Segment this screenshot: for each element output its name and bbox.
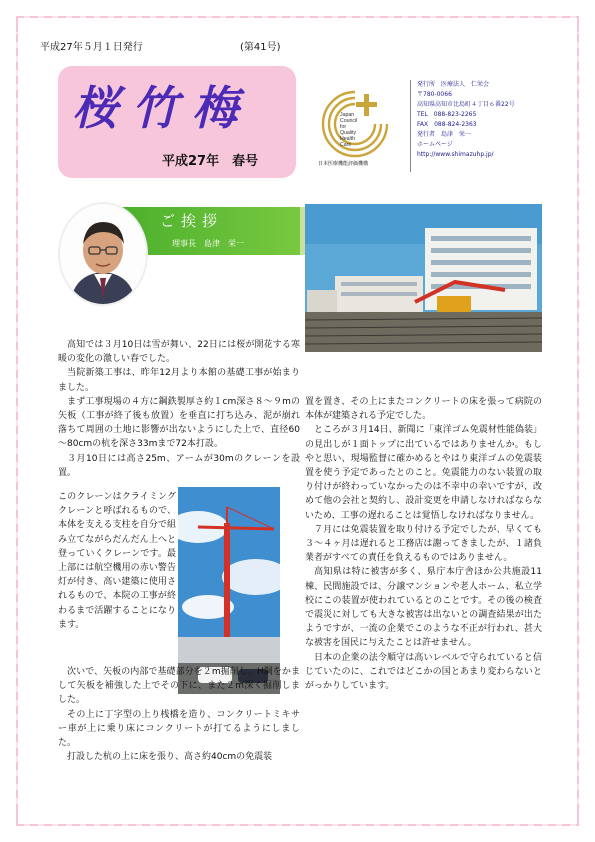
article-paragraph: 打設した杭の上に床を張り、高さ約40cmの免震装 (67, 752, 273, 763)
publisher-line: 発行者 島津 栄一 (417, 131, 472, 138)
construction-site-photo (305, 204, 542, 352)
article-paragraph: ところが３月14日、新聞に「東洋ゴム免震材性能偽装」の見出しが１面トップに出ているではありませんか。もしやと思い、現場監督に確かめるとやはり東洋ゴムの免震装置を使う予定であったとのこと。免震能力のない装置の取り付けが終わっていなかったのは不幸中の幸いですが、改めて他の会社と契約し、設計変更を申請しなければならないため、工事の遅れることは覚悟しなければなりません。 (305, 425, 542, 521)
article-column-2 (305, 395, 542, 693)
article-paragraph: ７月には免震装置を取り付ける予定でしたが、早くても３～４ヶ月は遅れると工務店は謝ってきましたが、１諸負業者がすべての責任を負えるものではありません。 (305, 524, 542, 564)
issue-date: 平成27年５月１日発行 (40, 42, 143, 53)
logo-text (340, 112, 357, 148)
homepage-link[interactable]: http://www.shimazuhp.jp/ (417, 151, 494, 158)
article-paragraph: 高知県は特に被害が多く、県庁本庁舎ほか公共施設11棟、民間施設では、分譲マンションや老人ホーム、私立学校にこの装置が使われているとのことです。その後の検査で震災に対しても大きな被害は出ないとの調査結果が出たようですが、一流の企業でこのような不正が行われ、甚大な被害を国民に与えたことは許せません。 (305, 567, 542, 649)
publisher-info (410, 80, 560, 172)
publisher-line: 高知県高知市比島町４丁目６番22号 (417, 101, 515, 108)
chairman-portrait (58, 202, 148, 306)
article-paragraph: 次いで、矢板の内部で基礎部分を２m掘削し、H鋼をかまして矢板を補強した上でその下に、また２m深く掘削しました。 (58, 667, 300, 706)
logo-caption: 日本医療機能評価機構 (318, 161, 369, 167)
publisher-line: 〒780-0066 (417, 91, 452, 98)
article-column-1-wrap (58, 490, 176, 632)
article-paragraph: 当院新築工事は、昨年12月より本館の基礎工事が始まりました。 (58, 368, 300, 393)
greeting-title: ご挨拶 (160, 212, 224, 230)
article-column-1 (58, 338, 300, 480)
publisher-line: 発行所 医療法人 仁栄会 (417, 81, 490, 88)
newsletter-title: 桜竹梅 (72, 81, 252, 135)
article-paragraph: このクレーンはクライミングクレーンと呼ばれるもので、本体を支える支柱を自分で組み立てながらだんだん上へと登っていくクレーンです。最上部には航空機用の赤い警告灯が付き、高い建築に使用されるもので、本院の工事が終わるまで活躍することになります。 (58, 492, 176, 630)
article-paragraph: ３月10日には高さ25m、アームが30mのクレーンを設置。 (58, 453, 300, 478)
publisher-line: TEL 088-823-2265 (417, 111, 477, 118)
publisher-line: ホームページ (417, 141, 453, 148)
article-paragraph: 置を置き、その上にまたコンクリートの床を張って病院の本体が建築される予定でした。 (305, 397, 542, 422)
crane-photo (178, 487, 280, 694)
greeting-author: 理事長 島津 栄一 (172, 239, 244, 248)
issue-number: (第41号) (240, 42, 281, 53)
logo-word: Council (340, 118, 358, 124)
logo-word: Health (340, 136, 355, 142)
article-paragraph: 高知では３月10日は雪が舞い、22日には桜が開花する寒暖の変化の激しい春でした。 (58, 340, 300, 365)
logo-word: for (340, 124, 347, 130)
article-column-1-bottom (58, 665, 300, 764)
article-paragraph: その上に丁字型の上り桟橋を造り、コンクリートミキサー車が上に乗り床にコンクリートが打てるようにしました。 (58, 709, 300, 749)
article-paragraph: まず工事現場の４方に鋼鉄製厚さ約１cm深さ８～９mの矢板（工事が終了後も放置）を垂直に打ち込み、泥が崩れ落ちて周囲の土地に影響が出ないようにした上で、直径60～80cmの杭を深さ33mまで72本打設。 (58, 396, 300, 450)
jcqhc-logo (318, 86, 392, 166)
portrait-image (60, 204, 146, 304)
article-paragraph: 日本の企業の法令順守は高いレベルで守られていると信じていたのに、これではどこかの国とあまり変わらないとがっかりしています。 (305, 652, 542, 692)
logo-word: Quality (340, 130, 357, 136)
logo-word: Care (340, 142, 352, 148)
issue-season: 平成27年 春号 (162, 154, 259, 169)
publisher-line: FAX 088-824-2363 (417, 121, 477, 128)
logo-word: Japan (340, 112, 355, 118)
